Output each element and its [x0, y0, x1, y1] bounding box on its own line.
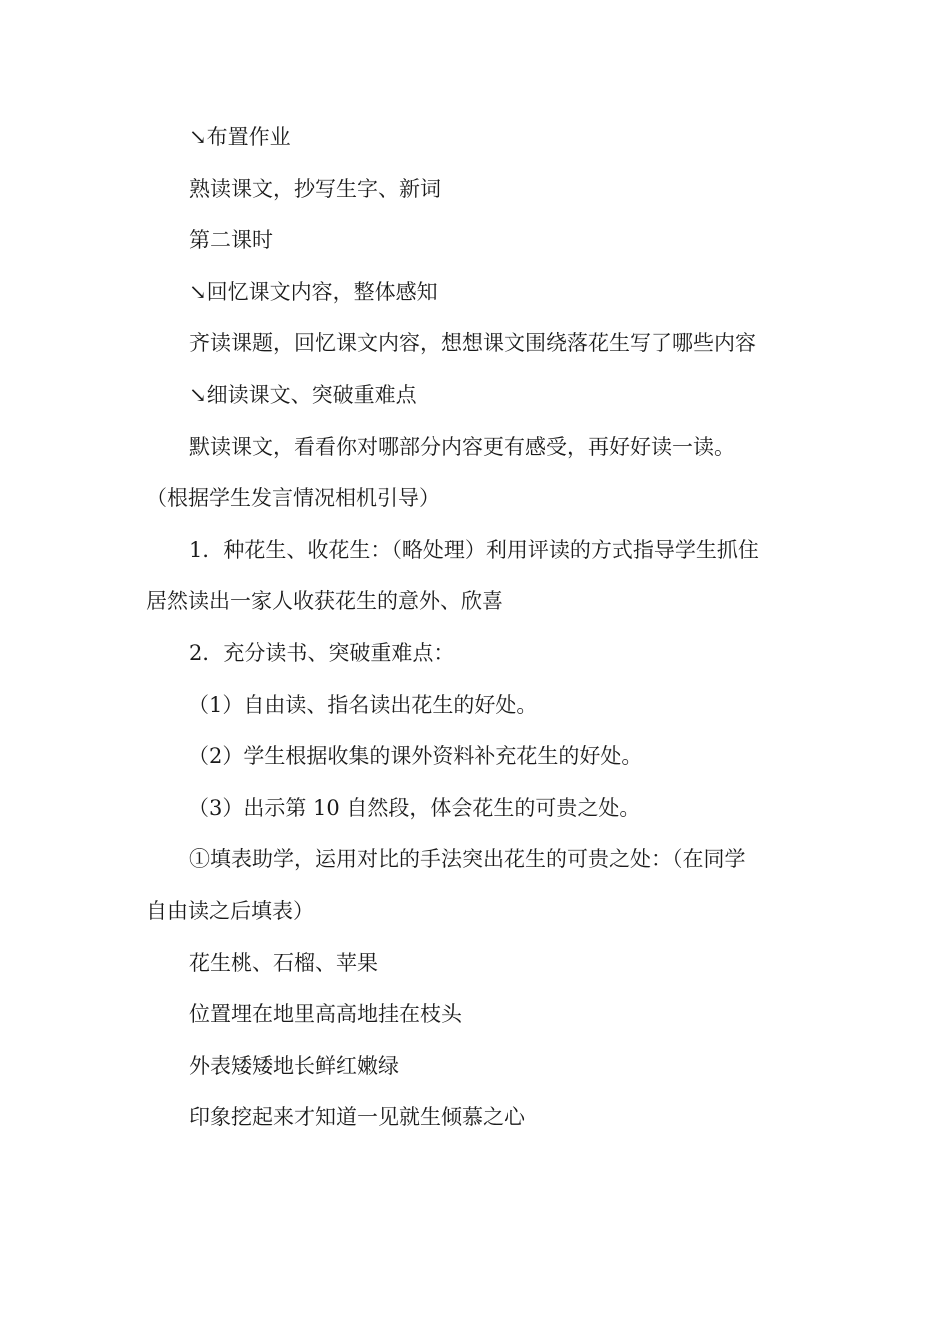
- table-row-impression: 印象挖起来才知道一见就生倾慕之心: [189, 1105, 525, 1130]
- sub-item-1: （1）自由读、指名读出花生的好处。: [188, 692, 538, 717]
- heading-close-reading: ↘细读课文、突破重难点: [189, 382, 417, 407]
- document-body: [146, 112, 811, 1144]
- circled-item-1: ①填表助学，运用对比的手法突出花生的可贵之处：（在同学: [189, 847, 746, 872]
- list-item-2: 2．充分读书、突破重难点：: [189, 640, 455, 665]
- list-item-1-continuation: 居然读出一家人收获花生的意外、欣喜: [146, 589, 503, 614]
- paragraph-line: 默读课文，看看你对哪部分内容更有感受，再好好读一读。: [189, 434, 735, 459]
- paragraph-line-continuation: （根据学生发言情况相机引导）: [146, 486, 440, 511]
- heading-second-lesson: 第二课时: [189, 228, 273, 253]
- sub-item-2: （2）学生根据收集的课外资料补充花生的好处。: [188, 744, 643, 769]
- paragraph-line: 熟读课文，抄写生字、新词: [189, 176, 441, 201]
- table-row-position: 位置埋在地里高高地挂在枝头: [189, 1002, 462, 1027]
- paragraph-line: 齐读课题，回忆课文内容，想想课文围绕落花生写了哪些内容: [189, 331, 756, 356]
- circled-item-1-continuation: 自由读之后填表）: [146, 898, 314, 923]
- heading-recall: ↘回忆课文内容，整体感知: [189, 279, 438, 304]
- table-row-header: 花生桃、石榴、苹果: [189, 950, 378, 975]
- heading-homework: ↘布置作业: [189, 125, 291, 149]
- list-item-1: 1．种花生、收花生：（略处理）利用评读的方式指导学生抓住: [189, 537, 759, 562]
- sub-item-3: （3）出示第 10 自然段，体会花生的可贵之处。: [188, 795, 641, 820]
- table-row-appearance: 外表矮矮地长鲜红嫩绿: [189, 1053, 399, 1078]
